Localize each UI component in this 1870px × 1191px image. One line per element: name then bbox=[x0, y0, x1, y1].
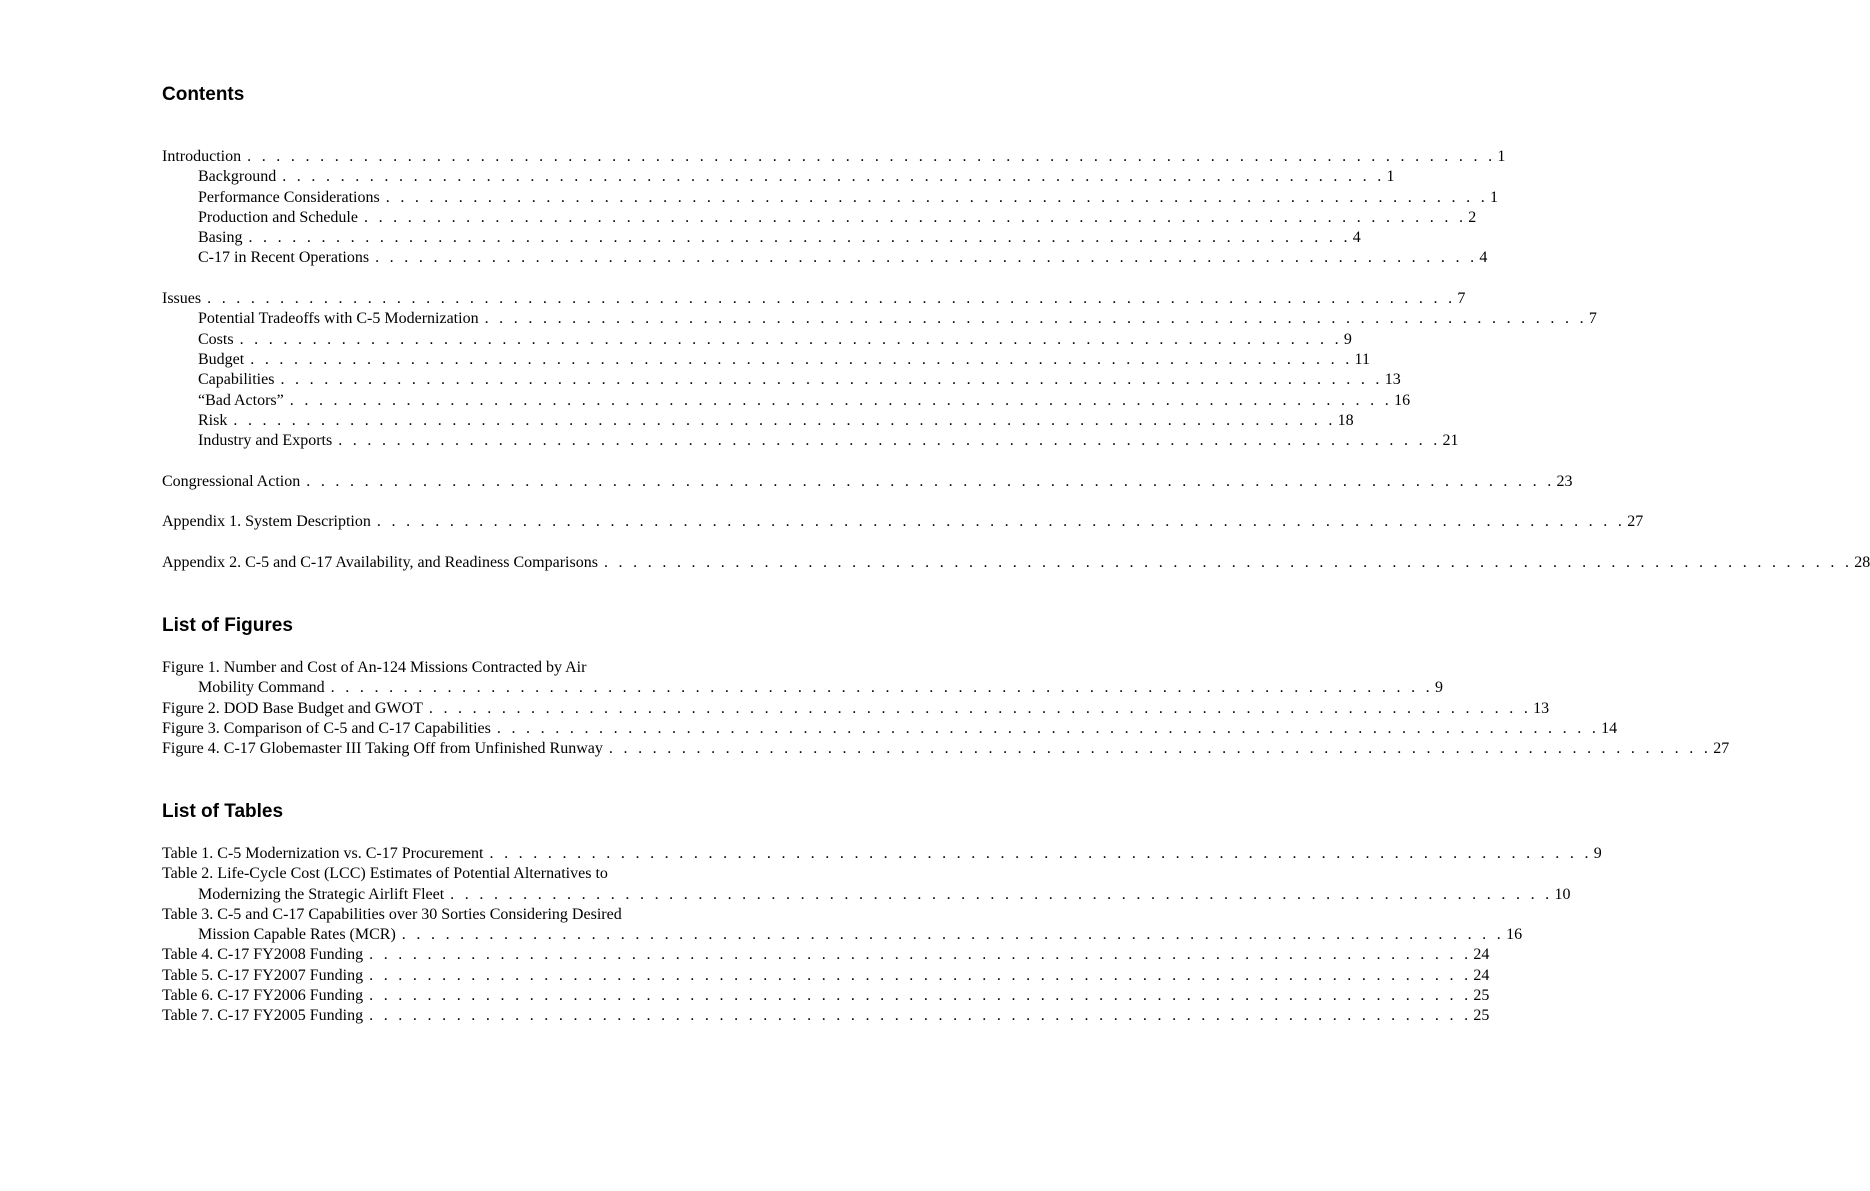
dot-leader: . . . . . . . . . . . . . . . . . . . . . . . . . . . . . . . . . . . . . . . . . . . . . . . . . . . . . . . . . . . . . . . . . . . . . . . . . . . . bbox=[450, 885, 1553, 903]
toc-page-number: 7 bbox=[1457, 290, 1466, 308]
dot-leader: . . . . . . . . . . . . . . . . . . . . . . . . . . . . . . . . . . . . . . . . . . . . . . . . . . . . . . . . . . . . . . . . . . . . . . . . . . . . . . . . . . . . . . bbox=[247, 148, 1496, 165]
toc-subentry-label: Basing bbox=[198, 229, 243, 247]
toc-subentry-label: Potential Tradeoffs with C-5 Modernization bbox=[198, 310, 479, 328]
figure-entry[interactable] bbox=[162, 739, 1730, 759]
dot-leader: . . . . . . . . . . . . . . . . . . . . . . . . . . . . . . . . . . . . . . . . . . . . . . . . . . . . . . . . . . . . . . . . . . . . . . . . . . . . bbox=[608, 740, 1712, 758]
figure-entry[interactable] bbox=[162, 699, 1550, 719]
toc-subentry[interactable] bbox=[162, 431, 1459, 451]
dot-leader: . . . . . . . . . . . . . . . . . . . . . . . . . . . . . . . . . . . . . . . . . . . . . . . . . . . . . . . . . . . . . . . . . . . . . . . . . . . . bbox=[369, 1007, 1472, 1025]
toc-entry-label: Congressional Action bbox=[162, 472, 301, 490]
toc-page-number: 13 bbox=[1384, 371, 1401, 389]
toc-subentry[interactable] bbox=[162, 330, 1352, 350]
toc-page-number: 1 bbox=[1490, 188, 1499, 206]
dot-leader: . . . . . . . . . . . . . . . . . . . . . . . . . . . . . . . . . . . . . . . . . . . . . . . . . . . . . . . . . . . . . . . . . . . . . . . . . . . . bbox=[248, 229, 1351, 247]
toc-subentry-label: Performance Considerations bbox=[198, 188, 380, 206]
toc-entry-label: Appendix 2. C-5 and C-17 Availability, and Readiness Comparisons bbox=[162, 553, 598, 571]
dot-leader: . . . . . . . . . . . . . . . . . . . . . . . . . . . . . . . . . . . . . . . . . . . . . . . . . . . . . . . . . . . . . . . . . . . . . . . . . . . . . . . . . . . . . . bbox=[207, 290, 1456, 308]
table-entry[interactable] bbox=[162, 885, 1571, 905]
dot-leader: . . . . . . . . . . . . . . . . . . . . . . . . . . . . . . . . . . . . . . . . . . . . . . . . . . . . . . . . . . . . . . . . . . . . . . . . . . . . bbox=[330, 679, 1433, 697]
figure-entry-label: Mobility Command bbox=[198, 679, 325, 697]
figure-entry-label: Figure 3. Comparison of C-5 and C-17 Capabilities bbox=[162, 719, 491, 737]
table-entry-label: Table 1. C-5 Modernization vs. C-17 Procurement bbox=[162, 845, 484, 862]
table-entry-label: Table 7. C-17 FY2005 Funding bbox=[162, 1007, 364, 1025]
toc-subentry[interactable] bbox=[162, 370, 1401, 390]
table-entry-first-line[interactable]: Table 3. C-5 and C-17 Capabilities over 30 Sorties Considering Desired bbox=[162, 905, 622, 923]
toc-subentry[interactable] bbox=[162, 228, 1361, 248]
dot-leader: . . . . . . . . . . . . . . . . . . . . . . . . . . . . . . . . . . . . . . . . . . . . . . . . . . . . . . . . . . . . . . . . . . . . . . . . . . . . bbox=[369, 987, 1472, 1005]
toc-entry[interactable] bbox=[162, 472, 1573, 492]
toc-entry-label: Introduction bbox=[162, 148, 242, 165]
table-entry[interactable] bbox=[162, 945, 1490, 965]
toc-subentry-label: “Bad Actors” bbox=[198, 391, 284, 409]
toc-subentry[interactable] bbox=[162, 411, 1354, 431]
table-entry[interactable] bbox=[162, 966, 1490, 986]
tables-list bbox=[162, 844, 1602, 1027]
toc-subentry[interactable] bbox=[162, 188, 1499, 208]
dot-leader: . . . . . . . . . . . . . . . . . . . . . . . . . . . . . . . . . . . . . . . . . . . . . . . . . . . . . . . . . . . . . . . . . . . . . . . . . . . . . . . . . . . . . . bbox=[306, 472, 1555, 490]
figure-entry-first-line[interactable]: Figure 1. Number and Cost of An-124 Missions Contracted by Air bbox=[162, 659, 587, 676]
table-entry[interactable] bbox=[162, 986, 1490, 1006]
toc-page-number: 2 bbox=[1468, 208, 1477, 226]
table-entry-label: Table 6. C-17 FY2006 Funding bbox=[162, 987, 364, 1005]
toc-page-number: 28 bbox=[1854, 553, 1870, 571]
toc-page-number: 11 bbox=[1354, 350, 1370, 368]
dot-leader: . . . . . . . . . . . . . . . . . . . . . . . . . . . . . . . . . . . . . . . . . . . . . . . . . . . . . . . . . . . . . . . . . . . . . . . . . . . . . . . . . . . . . . bbox=[376, 513, 1626, 531]
toc-entry[interactable] bbox=[162, 553, 1870, 573]
toc-entry-label: Issues bbox=[162, 290, 202, 308]
dot-leader: . . . . . . . . . . . . . . . . . . . . . . . . . . . . . . . . . . . . . . . . . . . . . . . . . . . . . . . . . . . . . . . . . . . . . . . . . . . . bbox=[280, 371, 1383, 389]
toc-page-number: 25 bbox=[1473, 1007, 1490, 1025]
toc-page-number: 16 bbox=[1394, 391, 1411, 409]
table-entry[interactable] bbox=[162, 844, 1602, 864]
toc-subentry[interactable] bbox=[162, 350, 1370, 370]
figures-heading: List of Figures bbox=[162, 615, 293, 636]
contents-list bbox=[162, 147, 1870, 573]
toc-entry[interactable] bbox=[162, 512, 1644, 532]
table-entry-label: Modernizing the Strategic Airlift Fleet bbox=[198, 885, 445, 903]
spacer bbox=[162, 533, 758, 553]
toc-subentry[interactable] bbox=[162, 208, 1477, 228]
dot-leader: . . . . . . . . . . . . . . . . . . . . . . . . . . . . . . . . . . . . . . . . . . . . . . . . . . . . . . . . . . . . . . . . . . . . . . . . . . . . bbox=[338, 432, 1441, 450]
toc-page-number: 27 bbox=[1627, 513, 1644, 531]
toc-subentry-label: Background bbox=[198, 168, 277, 186]
figure-entry-label: Figure 2. DOD Base Budget and GWOT bbox=[162, 699, 423, 717]
dot-leader: . . . . . . . . . . . . . . . . . . . . . . . . . . . . . . . . . . . . . . . . . . . . . . . . . . . . . . . . . . . . . . . . . . . . . . . . . . . . bbox=[369, 966, 1472, 984]
toc-page-number: 27 bbox=[1713, 740, 1730, 758]
spacer bbox=[162, 492, 758, 512]
toc-entry-label: Appendix 1. System Description bbox=[162, 513, 371, 531]
toc-entry[interactable] bbox=[162, 289, 1466, 309]
toc-subentry-label: Production and Schedule bbox=[198, 208, 358, 226]
tables-heading: List of Tables bbox=[162, 801, 284, 822]
toc-page-number: 18 bbox=[1337, 411, 1354, 429]
dot-leader: . . . . . . . . . . . . . . . . . . . . . . . . . . . . . . . . . . . . . . . . . . . . . . . . . . . . . . . . . . . . . . . . . . . . . . . . . . . . . . . . . . . . . . bbox=[603, 553, 1853, 571]
toc-page-number: 16 bbox=[1506, 926, 1523, 944]
table-entry[interactable] bbox=[162, 925, 1523, 945]
toc-entry[interactable] bbox=[162, 147, 1506, 167]
toc-page-number: 7 bbox=[1588, 310, 1597, 328]
table-entry-label: Mission Capable Rates (MCR) bbox=[198, 926, 396, 944]
toc-subentry[interactable] bbox=[162, 309, 1597, 329]
table-entry-label: Table 5. C-17 FY2007 Funding bbox=[162, 966, 364, 984]
toc-page-number: 1 bbox=[1497, 148, 1506, 165]
toc-page-number: 23 bbox=[1556, 472, 1573, 490]
dot-leader: . . . . . . . . . . . . . . . . . . . . . . . . . . . . . . . . . . . . . . . . . . . . . . . . . . . . . . . . . . . . . . . . . . . . . . . . . . . . bbox=[375, 249, 1478, 267]
dot-leader: . . . . . . . . . . . . . . . . . . . . . . . . . . . . . . . . . . . . . . . . . . . . . . . . . . . . . . . . . . . . . . . . . . . . . . . . . . . . bbox=[401, 926, 1505, 944]
figure-entry-label: Figure 4. C-17 Globemaster III Taking Off from Unfinished Runway bbox=[162, 740, 603, 758]
toc-page-number: 4 bbox=[1479, 249, 1488, 267]
dot-leader: . . . . . . . . . . . . . . . . . . . . . . . . . . . . . . . . . . . . . . . . . . . . . . . . . . . . . . . . . . . . . . . . . . . . . . . . . . . . bbox=[239, 330, 1342, 348]
dot-leader: . . . . . . . . . . . . . . . . . . . . . . . . . . . . . . . . . . . . . . . . . . . . . . . . . . . . . . . . . . . . . . . . . . . . . . . . . . . . bbox=[363, 208, 1467, 226]
toc-page-number: 24 bbox=[1473, 946, 1490, 964]
table-entry-label: Table 4. C-17 FY2008 Funding bbox=[162, 946, 364, 964]
table-entry[interactable] bbox=[162, 1006, 1490, 1026]
toc-subentry-label: Budget bbox=[198, 350, 245, 368]
toc-page-number: 14 bbox=[1601, 719, 1618, 737]
toc-page-number: 9 bbox=[1593, 845, 1602, 862]
toc-subentry[interactable] bbox=[162, 248, 1488, 268]
figure-entry[interactable] bbox=[162, 678, 1443, 698]
toc-page-number: 4 bbox=[1352, 229, 1361, 247]
toc-subentry-label: Capabilities bbox=[198, 371, 275, 389]
toc-subentry[interactable] bbox=[162, 167, 1395, 187]
toc-page-number: 9 bbox=[1434, 679, 1443, 697]
dot-leader: . . . . . . . . . . . . . . . . . . . . . . . . . . . . . . . . . . . . . . . . . . . . . . . . . . . . . . . . . . . . . . . . . . . . . . . . . . . . bbox=[289, 391, 1393, 409]
toc-page-number: 1 bbox=[1386, 168, 1395, 186]
toc-page-number: 13 bbox=[1533, 699, 1550, 717]
figures-list bbox=[162, 658, 1730, 759]
contents-heading: Contents bbox=[162, 84, 245, 105]
dot-leader: . . . . . . . . . . . . . . . . . . . . . . . . . . . . . . . . . . . . . . . . . . . . . . . . . . . . . . . . . . . . . . . . . . . . . . . . . . . . bbox=[233, 411, 1336, 429]
dot-leader: . . . . . . . . . . . . . . . . . . . . . . . . . . . . . . . . . . . . . . . . . . . . . . . . . . . . . . . . . . . . . . . . . . . . . . . . . . . . bbox=[385, 188, 1489, 206]
dot-leader: . . . . . . . . . . . . . . . . . . . . . . . . . . . . . . . . . . . . . . . . . . . . . . . . . . . . . . . . . . . . . . . . . . . . . . . . . . . . bbox=[428, 699, 1532, 717]
toc-page-number: 9 bbox=[1343, 330, 1352, 348]
toc-page-number: 24 bbox=[1473, 966, 1490, 984]
toc-subentry-label: C-17 in Recent Operations bbox=[198, 249, 370, 267]
toc-subentry[interactable] bbox=[162, 391, 1411, 411]
toc-subentry-label: Risk bbox=[198, 411, 228, 429]
dot-leader: . . . . . . . . . . . . . . . . . . . . . . . . . . . . . . . . . . . . . . . . . . . . . . . . . . . . . . . . . . . . . . . . . . . . . . . . . . . . bbox=[250, 350, 1353, 368]
toc-page-number: 25 bbox=[1473, 987, 1490, 1005]
dot-leader: . . . . . . . . . . . . . . . . . . . . . . . . . . . . . . . . . . . . . . . . . . . . . . . . . . . . . . . . . . . . . . . . . . . . . . . . . . . . bbox=[496, 719, 1600, 737]
dot-leader: . . . . . . . . . . . . . . . . . . . . . . . . . . . . . . . . . . . . . . . . . . . . . . . . . . . . . . . . . . . . . . . . . . . . . . . . . . . . bbox=[489, 845, 1592, 862]
figure-entry[interactable] bbox=[162, 719, 1618, 739]
toc-subentry-label: Industry and Exports bbox=[198, 432, 333, 450]
toc-page-number: 10 bbox=[1554, 885, 1571, 903]
toc-subentry-label: Costs bbox=[198, 330, 234, 348]
dot-leader: . . . . . . . . . . . . . . . . . . . . . . . . . . . . . . . . . . . . . . . . . . . . . . . . . . . . . . . . . . . . . . . . . . . . . . . . . . . . bbox=[369, 946, 1472, 964]
spacer bbox=[162, 451, 758, 471]
spacer bbox=[162, 269, 758, 289]
dot-leader: . . . . . . . . . . . . . . . . . . . . . . . . . . . . . . . . . . . . . . . . . . . . . . . . . . . . . . . . . . . . . . . . . . . . . . . . . . . . bbox=[282, 168, 1385, 186]
table-entry-first-line[interactable]: Table 2. Life-Cycle Cost (LCC) Estimates of Potential Alternatives to bbox=[162, 865, 608, 883]
toc-page-number: 21 bbox=[1442, 432, 1459, 450]
dot-leader: . . . . . . . . . . . . . . . . . . . . . . . . . . . . . . . . . . . . . . . . . . . . . . . . . . . . . . . . . . . . . . . . . . . . . . . . . . . . bbox=[484, 310, 1587, 328]
